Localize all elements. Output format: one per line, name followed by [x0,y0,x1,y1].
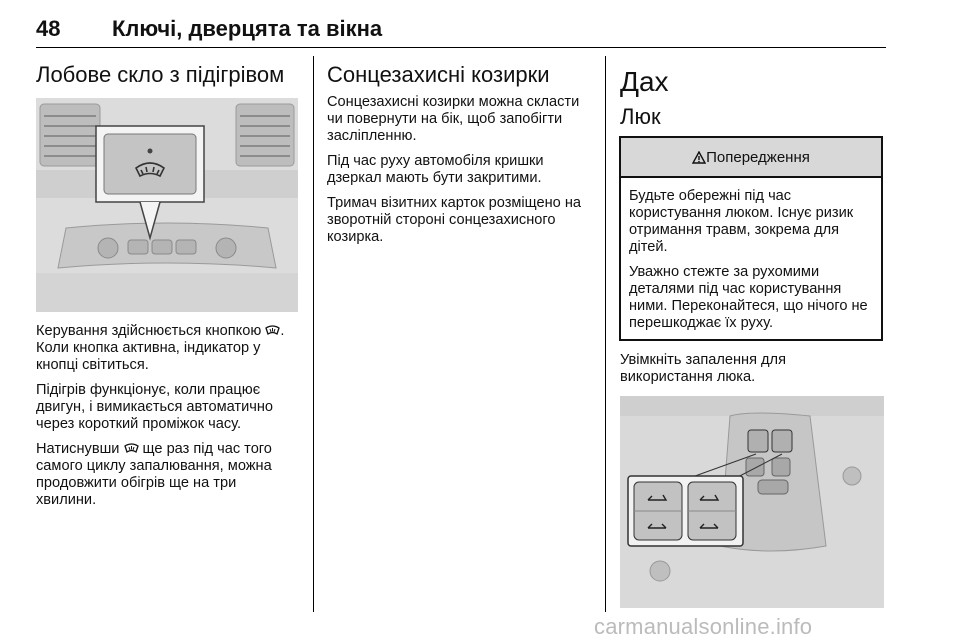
warning-body [621,178,881,332]
warning-header [621,138,881,178]
warning-box [619,136,883,341]
windshield-defrost-icon [265,324,280,336]
windshield-defrost-icon [124,442,139,454]
subheading-sunroof: Люк [620,104,661,129]
paragraph: Керування здійснюється кнопкою . Коли кнопка активна, індикатор у кнопці світиться. [36,323,285,373]
watermark: carmanualsonline.info [594,614,813,639]
paragraph: Увімкніть запалення для використання люка. [620,352,786,385]
page-number: 48 [36,16,61,41]
chapter-title: Ключі, дверцята та вікна [112,16,383,41]
sunroof-switch-illustration [620,396,884,608]
section-heading-sun-visors: Сонцезахисні козирки [327,62,550,87]
paragraph: Під час руху автомобіля кришки дзеркал мають бути закритими. [327,153,544,186]
sunroof-text [620,352,882,394]
paragraph: Натиснувши ще раз під час того самого циклу запалювання, можна продовжити обігрів ще на три хвилини. [36,441,272,508]
paragraph: Підігрів функціонує, коли працює двигун, і вимикається автоматично через короткий проміжок часу. [36,382,274,432]
warning-title: Попередження [706,148,810,166]
column-divider-1 [313,56,314,612]
paragraph: Уважно стежте за рухомими деталями під час користування ними. Переконайтеся, що нічого не перешкоджає їх руху. [629,264,868,331]
header-rule [36,47,886,48]
section-heading-roof: Дах [620,66,669,97]
warning-triangle-icon [692,151,706,164]
column-divider-2 [605,56,606,612]
paragraph: Будьте обережні під час користування люком. Існує ризик отримання травм, зокрема для дітей. [629,188,854,255]
paragraph: Сонцезахисні козирки можна скласти чи повернути на бік, щоб запобігти засліпленню. [327,94,580,144]
section-heading-windshield: Лобове скло з підігрівом [36,62,285,87]
sun-visors-text [327,94,592,254]
paragraph: Тримач візитних карток розміщено на зворотній стороні сонцезахисного козирка. [327,195,582,245]
windshield-button-illustration [36,98,298,312]
windshield-text [36,323,298,517]
